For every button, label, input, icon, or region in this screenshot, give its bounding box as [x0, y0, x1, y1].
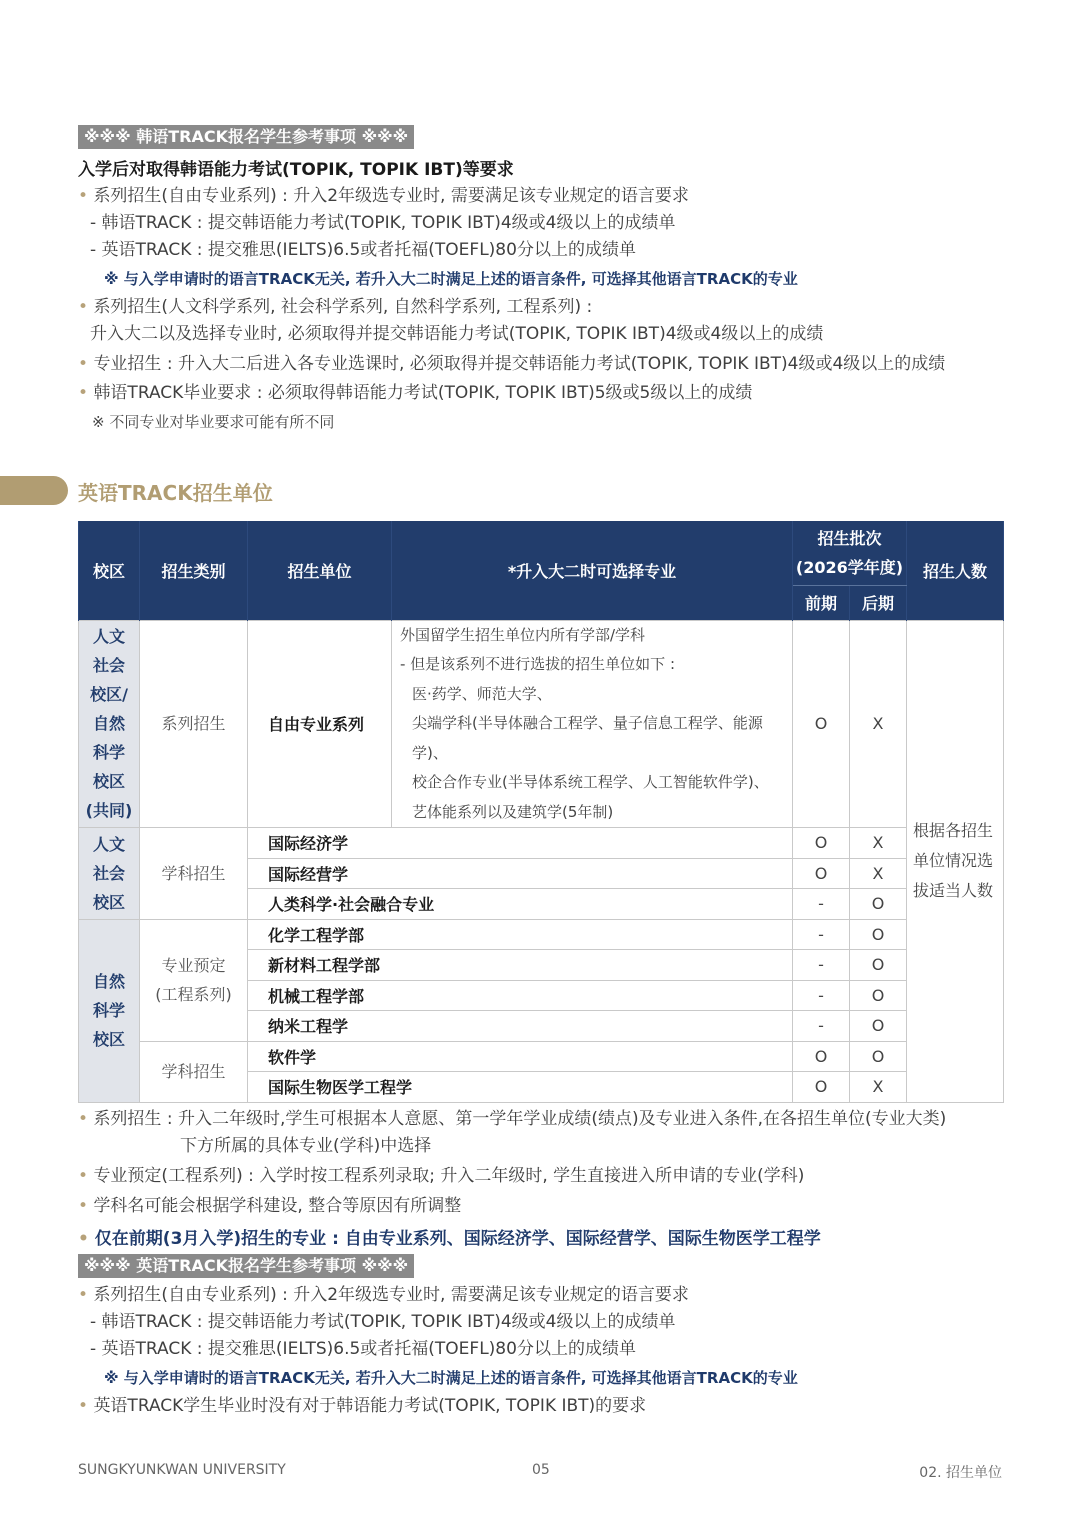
unit-free-major: 自由专业系列 [248, 620, 392, 828]
unit-row: 纳米工程学 [248, 1011, 793, 1042]
category-pre-major-line: (工程系列) [155, 985, 232, 1004]
campus-natural [79, 919, 140, 1102]
korean-line-5: 升入大二以及选择专业时, 必须取得并提交韩语能力考试(TOPIK, TOPIK IBT)4级或4级以上的成绩 [90, 324, 824, 344]
korean-line-4-text: 系列招生(人文科学系列, 社会科学系列, 自然科学系列, 工程系列) : [93, 297, 593, 317]
campus-humanities [79, 828, 140, 920]
bullet-icon: • [78, 1229, 95, 1249]
spring-mark: - [793, 1011, 850, 1042]
bullet-icon: • [78, 1109, 94, 1129]
unit-row: 软件学 [248, 1041, 793, 1072]
fall-mark: X [850, 828, 907, 859]
spring-mark: O [793, 620, 850, 828]
major-line: 外国留学生招生单位内所有学部/学科 [400, 625, 646, 644]
header-unit: 招生单位 [248, 521, 392, 620]
fall-mark: X [850, 1072, 907, 1103]
header-batch-line2: (2026学年度) [795, 557, 904, 577]
campus-natural-line: 校区 [92, 1030, 125, 1049]
fall-mark: X [850, 858, 907, 889]
fall-mark: O [850, 1011, 907, 1042]
campus-humanities-line: 社会 [92, 863, 125, 883]
section-title-bar [0, 476, 68, 505]
fall-mark: X [850, 620, 907, 828]
spring-mark: O [793, 858, 850, 889]
fall-mark: O [850, 919, 907, 950]
unit-row: 国际经营学 [248, 858, 793, 889]
english-line-1-text: 系列招生(自由专业系列) : 升入2年级选专业时, 需要满足该专业规定的语言要求 [93, 1285, 689, 1305]
english-line-3: - 英语TRACK : 提交雅思(IELTS)6.5或者托福(TOEFL)80分以上的成绩单 [90, 1339, 636, 1359]
spring-mark: - [793, 919, 850, 950]
note-after-1 [78, 1107, 946, 1131]
korean-line-4 [78, 295, 592, 319]
campus-humanities-line: 校区 [92, 892, 125, 912]
category-pre-major [140, 919, 248, 1041]
category-pre-major-line: 专业预定 [161, 956, 226, 975]
campus-shared-line: 人文 [92, 627, 125, 647]
unit-row: 人类科学·社会融合专业 [248, 889, 793, 920]
unit-row: 国际经济学 [248, 828, 793, 859]
english-note-1: ※ 与入学申请时的语言TRACK无关, 若升入大二时满足上述的语言条件, 可选择其他语言TRACK的专业 [104, 1369, 798, 1387]
korean-line-1-text: 系列招生(自由专业系列) : 升入2年级选专业时, 需要满足该专业规定的语言要求 [93, 186, 689, 206]
enrollment-count [907, 620, 1004, 1102]
spring-mark: - [793, 889, 850, 920]
campus-shared-line: 自然 [92, 714, 125, 734]
unit-row: 新材料工程学部 [248, 950, 793, 981]
major-line: 艺体能系列以及建筑学(5年制) [412, 802, 614, 821]
header-fall: 后期 [850, 585, 907, 620]
header-category: 招生类别 [140, 521, 248, 620]
bullet-icon: • [78, 383, 94, 403]
bullet-icon: • [78, 1196, 94, 1216]
note-after-3-text: 学科名可能会根据学科建设, 整合等原因有所调整 [93, 1196, 462, 1216]
footer-university: SUNGKYUNKWAN UNIVERSITY [78, 1462, 286, 1478]
category-series: 系列招生 [140, 620, 248, 828]
english-line-2: - 韩语TRACK : 提交韩语能力考试(TOPIK, TOPIK IBT)4级或4级以上的成绩单 [90, 1312, 676, 1332]
campus-natural-line: 科学 [92, 1001, 125, 1020]
major-line: 校企合作专业(半导体系统工程学、人工智能软件学)、 [412, 773, 769, 791]
bullet-icon: • [78, 354, 94, 374]
category-subject-2: 学科招生 [140, 1041, 248, 1102]
bullet-icon: • [78, 1166, 94, 1186]
unit-row: 国际生物医学工程学 [248, 1072, 793, 1103]
campus-shared-line: (共同) [85, 801, 133, 821]
header-count: 招生人数 [907, 521, 1004, 620]
unit-row: 机械工程学部 [248, 980, 793, 1011]
fall-mark: O [850, 950, 907, 981]
campus-humanities-line: 人文 [92, 834, 125, 854]
campus-natural-line: 自然 [92, 972, 125, 991]
korean-note-1: ※ 与入学申请时的语言TRACK无关, 若升入大二时满足上述的语言条件, 可选择其他语言TRACK的专业 [104, 270, 798, 288]
note-after-2 [78, 1164, 804, 1188]
major-line: - 但是该系列不进行选拔的招生单位如下 : [400, 655, 676, 673]
note-after-3 [78, 1194, 461, 1218]
major-line: 尖端学科(半导体融合工程学、量子信息工程学、能源学)、 [412, 714, 763, 762]
bullet-icon: • [78, 297, 94, 317]
header-majors: *升入大二时可选择专业 [392, 521, 793, 620]
campus-shared-line: 校区/ [90, 685, 128, 705]
campus-shared-line: 社会 [92, 656, 125, 676]
fall-mark: O [850, 1041, 907, 1072]
footer-page-number: 05 [532, 1462, 550, 1478]
bullet-icon: • [78, 186, 94, 206]
note-after-1-text: 系列招生 : 升入二年级时,学生可根据本人意愿、第一学年学业成绩(绩点)及专业进入条件,在各招生单位(专业大类) [93, 1109, 947, 1129]
campus-shared-line: 校区 [92, 772, 125, 792]
spring-mark: O [793, 828, 850, 859]
campus-shared [79, 620, 140, 828]
english-line-4 [78, 1394, 646, 1418]
campus-shared-line: 科学 [92, 743, 125, 763]
korean-line-6 [78, 352, 945, 376]
korean-line-7 [78, 381, 752, 405]
spring-mark: O [793, 1072, 850, 1103]
spring-mark: O [793, 1041, 850, 1072]
note-after-4 [78, 1224, 821, 1249]
english-line-1 [78, 1283, 689, 1307]
korean-line-7-text: 韩语TRACK毕业要求 : 必须取得韩语能力考试(TOPIK, TOPIK IBT)5级或5级以上的成绩 [93, 383, 753, 403]
unit-row: 化学工程学部 [248, 919, 793, 950]
korean-note-2: ※ 不同专业对毕业要求可能有所不同 [92, 413, 335, 431]
note-after-4-text: 仅在前期(3月入学)招生的专业 : 自由专业系列、国际经济学、国际经营学、国际生物医学工程学 [94, 1229, 821, 1249]
count-line: 单位情况选 [913, 850, 994, 870]
english-line-4-text: 英语TRACK学生毕业时没有对于韩语能力考试(TOPIK, TOPIK IBT)的要求 [93, 1396, 647, 1416]
header-batch-line1: 招生批次 [817, 528, 882, 548]
spring-mark: - [793, 980, 850, 1011]
bullet-icon: • [78, 1396, 94, 1416]
enrollment-table [78, 521, 1004, 1103]
fall-mark: O [850, 980, 907, 1011]
korean-line-3: - 英语TRACK : 提交雅思(IELTS)6.5或者托福(TOEFL)80分以上的成绩单 [90, 240, 636, 260]
korean-line-2: - 韩语TRACK : 提交韩语能力考试(TOPIK, TOPIK IBT)4级或4级以上的成绩单 [90, 213, 676, 233]
korean-line-1 [78, 184, 689, 208]
spring-mark: - [793, 950, 850, 981]
korean-line-6-text: 专业招生 : 升入大二后进入各专业选课时, 必须取得并提交韩语能力考试(TOPIK, TOPIK IBT)4级或4级以上的成绩 [93, 354, 946, 374]
english-track-tag: ※※※ 英语TRACK报名学生参考事项 ※※※ [78, 1254, 414, 1278]
note-after-1b: 下方所属的具体专业(学科)中选择 [180, 1136, 432, 1156]
korean-track-tag: ※※※ 韩语TRACK报名学生参考事项 ※※※ [78, 125, 414, 149]
count-line: 拔适当人数 [913, 880, 994, 900]
bullet-icon: • [78, 1285, 94, 1305]
footer-section: 02. 招生单位 [919, 1465, 1002, 1481]
header-spring: 前期 [793, 585, 850, 620]
korean-track-heading: 入学后对取得韩语能力考试(TOPIK, TOPIK IBT)等要求 [78, 160, 514, 180]
note-after-2-text: 专业预定(工程系列) : 入学时按工程系列录取; 升入二年级时, 学生直接进入所申请的专业(学科) [93, 1166, 805, 1186]
majors-list [392, 620, 793, 828]
major-line: 医·药学、师范大学、 [412, 684, 552, 703]
count-line: 根据各招生 [913, 820, 994, 840]
category-subject: 学科招生 [140, 828, 248, 920]
section-title: 英语TRACK招生单位 [78, 481, 273, 505]
header-campus: 校区 [79, 521, 140, 620]
fall-mark: O [850, 889, 907, 920]
header-batch [793, 521, 907, 585]
